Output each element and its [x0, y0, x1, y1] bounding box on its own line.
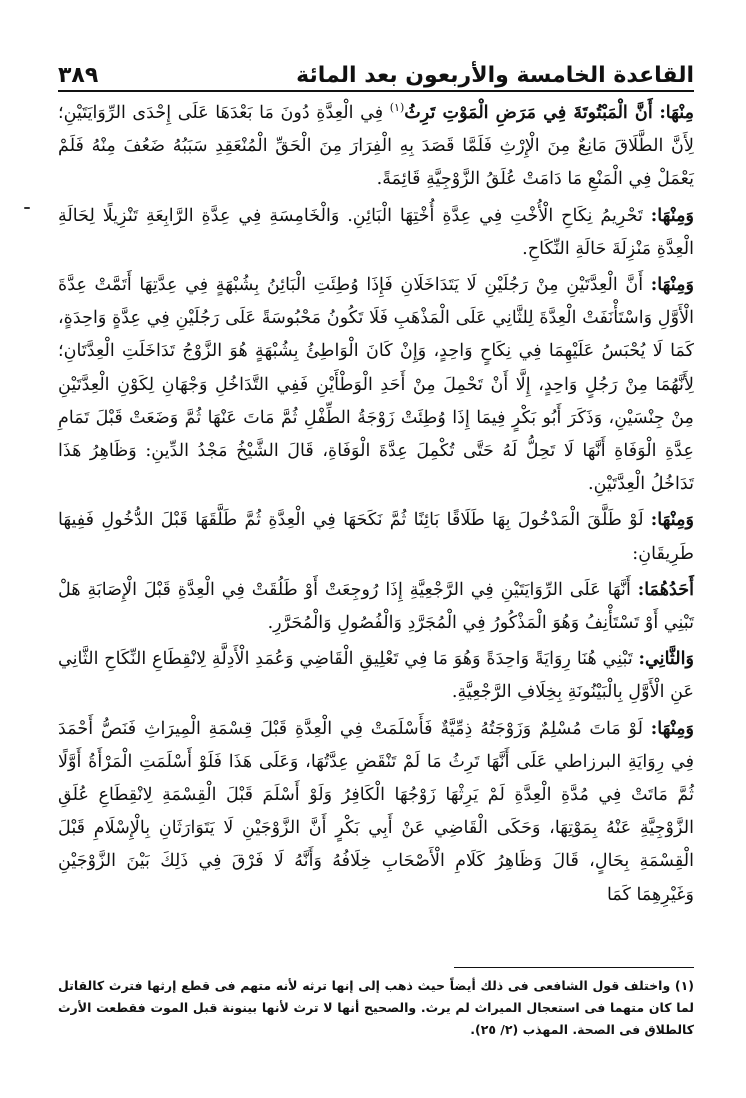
- paragraph-text: فِي الْعِدَّةِ دُونَ مَا بَعْدَهَا عَلَى إِحْدَى الرِّوَايَتَيْنِ؛ لِأَنَّ الطَّلَاقَ مَانِعٌ مِنَ الْإِرْثِ فَلَمَّا قَصَدَ بِهِ الْفِرَارَ مِنَ الْحَقِّ الْمُنْعَقِدِ سَبَبُهُ ضَعُفَ مِنْهُ فَلَمْ يَعْمَلْ فِي الْمَنْعِ مَا دَامَتْ عُلَقُ الزَّوْجِيَّةِ قَائِمَةً.: [58, 103, 694, 190]
- running-title: القاعدة الخامسة والأربعون بعد المائة: [296, 63, 694, 88]
- paragraph-lead: وَمِنْهَا:: [650, 204, 694, 226]
- paragraph-text: أَنَّ الْعِدَّتَيْنِ مِنْ رَجُلَيْنِ لَا يَتَدَاخَلَانِ فَإِذَا وُطِئَتِ الْبَائِنُ بِشُبْهَةٍ فِي عِدَّتِهَا أَتَمَّتْ عِدَّةَ الْأَوَّلِ وَاسْتَأْنَفَتْ الْعِدَّةَ لِلثَّانِي عَلَى الْمَذْهَبِ فَلَا تَكُونُ مَحْبُوسَةً عَلَى رَجُلَيْنِ فِي عِدَّةٍ وَاحِدَةٍ، كَمَا لَا يُحْبَسُ عَلَيْهِمَا فِي نِكَاحٍ وَاحِدٍ، وَإِنْ كَانَ الْوَاطِئُ بِشُبْهَةٍ هُوَ الزَّوْجُ تَدَاخَلَتِ الْعِدَّتَانِ؛ لِأَنَّهُمَا مِنْ رَجُلٍ وَاحِدٍ، إِلَّا أَنْ تَحْمِلَ مِنْ أَحَدِ الْوَطْأَيْنِ فَفِي التَّدَاخُلِ وَجْهَانِ لِكَوْنِ الْعِدَّتَيْنِ مِنْ جِنْسَيْنِ، وَذَكَرَ أَبُو بَكْرٍ فِيمَا إِذَا وُطِئَتْ زَوْجَةُ الطِّفْلِ ثُمَّ مَاتَ عَنْهَا ثُمَّ وَضَعَتْ قَبْلَ تَمَامِ عِدَّةِ الْوَفَاةِ أَنَّهَا لَا تَحِلُّ لَهُ حَتَّى تُكْمِلَ عِدَّةَ الْوَفَاةِ، قَالَ الشَّيْخُ مَجْدُ الدِّينِ: وَظَاهِرُ هَذَا تَدَاخُلُ الْعِدَّتَيْنِ.: [58, 275, 694, 495]
- paragraph: [58, 199, 694, 266]
- paragraph-lead: وَمِنْهَا:: [650, 274, 694, 296]
- paragraph: [58, 503, 694, 570]
- paragraph-lead: أَحَدُهُمَا:: [637, 578, 695, 600]
- page-header: [58, 52, 694, 88]
- paragraph-text: لَوْ مَاتَ مُسْلِمٌ وَزَوْجَتُهُ ذِمِّيَّةٌ فَأَسْلَمَتْ فِي الْعِدَّةِ قَبْلَ قِسْمَةِ الْمِيرَاثِ فَنَصُّ أَحْمَدَ فِي رِوَايَةِ البرزاطي عَلَى أَنَّهَا تَرِثُ مَا لَمْ تَنْقَضِ عِدَّتُهَا، وَعَلَى هَذَا فَلَوْ أَسْلَمَتِ الْمَرْأَةُ أَوَّلًا ثُمَّ مَاتَتْ فِي مُدَّةِ الْعِدَّةِ لَمْ يَرِثْهَا زَوْجُهَا الْكَافِرُ وَلَوْ أَسْلَمَ قَبْلَ الْقِسْمَةِ لِانْقِطَاعِ عُلَقِ الزَّوْجِيَّةِ عَنْهُ بِمَوْتِهَا، وَحَكَى الْقَاضِي عَنْ أَبِي بَكْرٍ أَنَّ الزَّوْجَيْنِ لَا يَتَوَارَثَانِ بِالْإِسْلَامِ قَبْلَ الْقِسْمَةِ بِحَالٍ، قَالَ وَظَاهِرُ كَلَامِ الْأَصْحَابِ خِلَافُهُ وَأَنَّهُ لَا فَرْقَ فِي ذَلِكَ بَيْنَ الزَّوْجَيْنِ وَغَيْرِهِمَا كَمَا: [58, 718, 694, 905]
- footnote-reference[interactable]: (١): [389, 101, 405, 115]
- main-text: [58, 96, 694, 912]
- paragraph: [58, 96, 694, 197]
- paragraph-text-emphasis: أَنَّ الْمَبْتُوتَةَ فِي مَرَضِ الْمَوْتِ تَرِثُ: [404, 102, 653, 123]
- paragraph-text: أَنَّهَا عَلَى الرِّوَايَتَيْنِ فِي الرَّجْعِيَّةِ إِذَا رُوجِعَتْ أَوْ طَلُقَتْ فِي الْعِدَّةِ قَبْلَ الْإِصَابَةِ هَلْ تَبْنِي أَوْ تَسْتَأْنِفُ وَهُوَ الْمَذْكُورُ فِي الْمُجَرَّدِ وَالْفُصُولِ وَالْمُحَرَّرِ.: [58, 579, 694, 634]
- footnotes: [58, 975, 694, 1041]
- paragraph-lead: وَمِنْهَا:: [650, 509, 694, 531]
- header-divider: [58, 90, 694, 92]
- paragraph: [58, 573, 694, 640]
- paragraph-text: تَبْنِي هُنَا رِوَايَةً وَاحِدَةً وَهُوَ مَا فِي تَعْلِيقِ الْقَاضِي وَعُمَدِ الْأَدِلَّةِ لِانْقِطَاعِ النِّكَاحِ الثَّانِي عَنِ الْأَوَّلِ بِالْبَيْنُونَةِ بِخِلَافِ الرَّجْعِيَّةِ.: [58, 649, 694, 703]
- paragraph: [58, 712, 694, 912]
- footnote-divider: [454, 967, 694, 968]
- paragraph-text: تَحْرِيمُ نِكَاحِ الْأُخْتِ فِي عِدَّةِ أُخْتِهَا الْبَائِنِ. وَالْخَامِسَةِ فِي عِدَّةِ الرَّابِعَةِ تَنْزِيلًا لِحَالَةِ الْعِدَّةِ مَنْزِلَةَ حَالَةِ النِّكَاحِ.: [58, 205, 694, 259]
- paragraph-lead: مِنْهَا:: [659, 102, 695, 123]
- paragraph: [58, 268, 694, 501]
- page-number: ٣٨٩: [58, 63, 99, 88]
- margin-mark: [24, 207, 30, 209]
- paragraph-lead: وَالثَّانِي:: [638, 648, 694, 670]
- paragraph-text: لَوْ طَلَّقَ الْمَدْخُولَ بِهَا طَلَاقًا بَائِنًا ثُمَّ نَكَحَهَا فِي الْعِدَّةِ ثُمَّ طَلَّقَهَا قَبْلَ الدُّخُولِ فَفِيهَا طَرِيقَانِ:: [58, 510, 694, 564]
- footnote: (١) واختلف قول الشافعى فى ذلك أيضاً حيث ذهب إلى إنها ترثه لأنه متهم فى قطع إرثها فترث كالقاتل لما كان متهما فى استعجال الميراث لم يرث. والصحيح أنها لا ترث لأنها بينونة قبل الموت فقطعت الأرث كالطلاق فى الصحة. المهذب (٢/ ٢٥).: [58, 978, 694, 1037]
- paragraph: [58, 642, 694, 709]
- paragraph-lead: وَمِنْهَا:: [650, 717, 694, 739]
